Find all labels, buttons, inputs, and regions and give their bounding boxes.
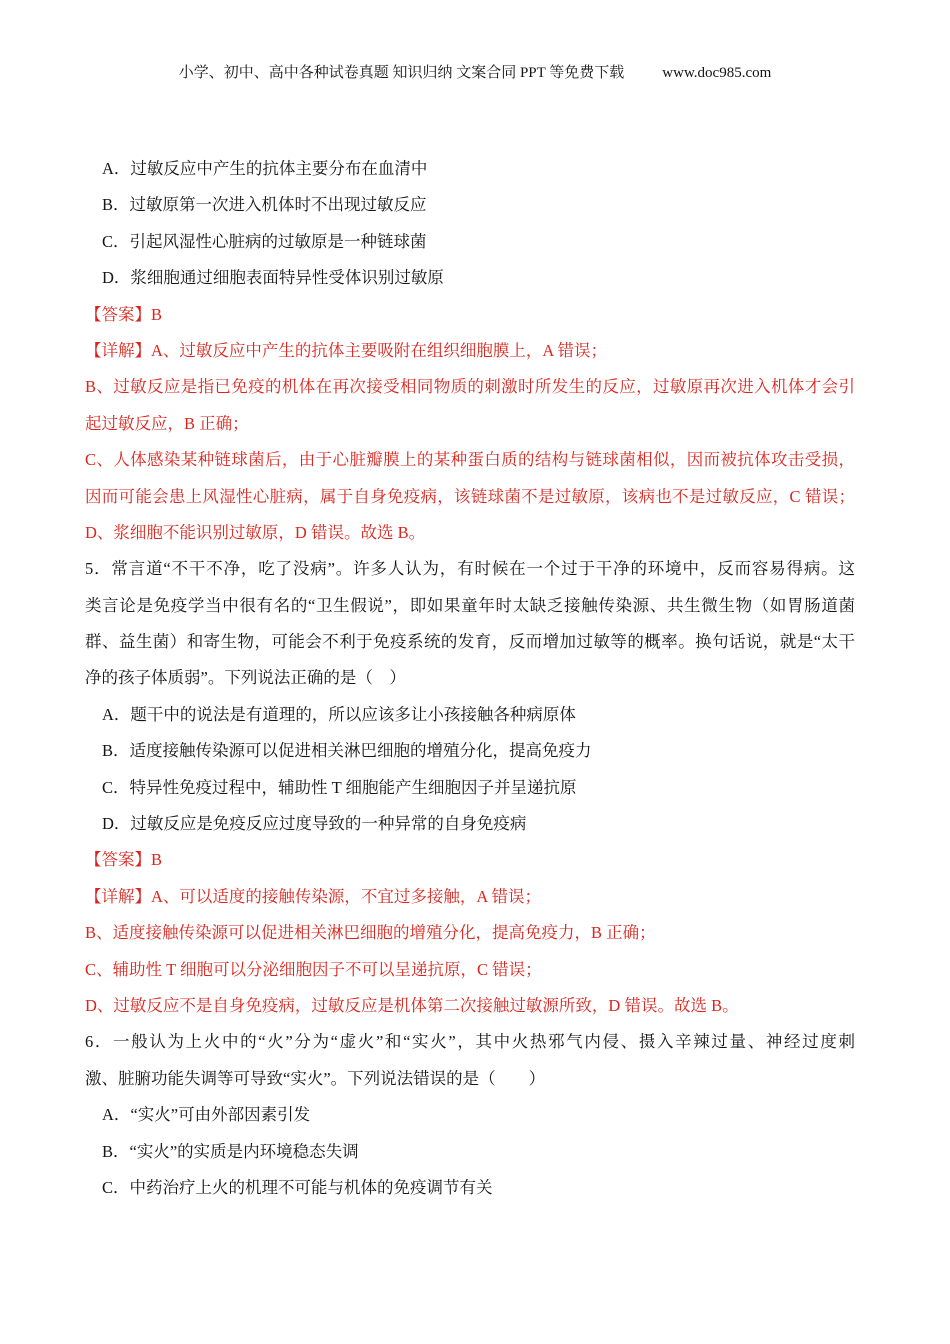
q4-explanation-line-4: C、人体感染某种链球菌后，由于心脏瓣膜上的某种蛋白质的结构与链球菌相似，因而被抗体攻击受损， <box>85 450 855 470</box>
q6-stem-line-2: 激、脏腑功能失调等可导致“实火”。下列说法错误的是（ ） <box>85 1068 546 1088</box>
q5-option-b: B．适度接触传染源可以促进相关淋巴细胞的增殖分化，提高免疫力 <box>102 741 592 761</box>
document-content <box>85 151 855 1206</box>
page-header <box>0 63 950 83</box>
q4-option-b: B．过敏原第一次进入机体时不出现过敏反应 <box>102 195 427 215</box>
header-title: 小学、初中、高中各种试卷真题 知识归纳 文案合同 PPT 等免费下载 <box>178 65 625 81</box>
q4-option-d: D．浆细胞通过细胞表面特异性受体识别过敏原 <box>102 268 444 288</box>
q5-explanation-line-4: D、过敏反应不是自身免疫病，过敏反应是机体第二次接触过敏源所致，D 错误。故选 B。 <box>85 995 739 1015</box>
q4-answer-line: 【答案】B <box>85 304 163 324</box>
q5-option-c: C．特异性免疫过程中，辅助性 T 细胞能产生细胞因子并呈递抗原 <box>102 777 577 797</box>
q5-explanation-line-3: C、辅助性 T 细胞可以分泌细胞因子不可以呈递抗原，C 错误； <box>85 959 542 979</box>
q5-option-a: A．题干中的说法是有道理的，所以应该多让小孩接触各种病原体 <box>102 704 576 724</box>
q5-stem-line-1: 5．常言道“不干不净，吃了没病”。许多人认为，有时候在一个过于干净的环境中，反而容易得病。这 <box>85 559 855 579</box>
q5-stem-line-4: 净的孩子体质弱”。下列说法正确的是（ ） <box>85 668 406 688</box>
q4-explanation-line-3: 起过敏反应，B 正确； <box>85 413 249 433</box>
q5-explanation-line-1: 【详解】A、可以适度的接触传染源，不宜过多接触，A 错误； <box>85 886 542 906</box>
q4-explanation-line-1: 【详解】A、过敏反应中产生的抗体主要吸附在组织细胞膜上，A 错误； <box>85 340 608 360</box>
q5-stem-line-3: 群、益生菌）和寄生物，可能会不利于免疫系统的发育，反而增加过敏等的概率。换句话说，就是“太干 <box>85 632 855 652</box>
q4-option-c: C．引起风湿性心脏病的过敏原是一种链球菌 <box>102 231 427 251</box>
q6-option-a: A．“实火”可由外部因素引发 <box>102 1105 311 1125</box>
header-url: www.doc985.com <box>662 65 772 81</box>
q6-stem-line-1: 6．一般认为上火中的“火”分为“虚火”和“实火”，其中火热邪气内侵、摄入辛辣过量、神经过度刺 <box>85 1032 855 1052</box>
q4-explanation-line-2: B、过敏反应是指已免疫的机体在再次接受相同物质的刺激时所发生的反应，过敏原再次进入机体才会引 <box>85 377 855 397</box>
q6-option-c: C．中药治疗上火的机理不可能与机体的免疫调节有关 <box>102 1177 493 1197</box>
q5-answer-line: 【答案】B <box>85 850 163 870</box>
q5-explanation-line-2: B、适度接触传染源可以促进相关淋巴细胞的增殖分化，提高免疫力，B 正确； <box>85 923 656 943</box>
q4-explanation-line-5: 因而可能会患上风湿性心脏病，属于自身免疫病，该链球菌不是过敏原，该病也不是过敏反应，C 错误； <box>85 486 855 506</box>
q5-option-d: D．过敏反应是免疫反应过度导致的一种异常的自身免疫病 <box>102 814 527 834</box>
q5-stem-line-2: 类言论是免疫学当中很有名的“卫生假说”，即如果童年时太缺乏接触传染源、共生微生物（如胃肠道菌 <box>85 595 855 615</box>
q4-explanation-line-6: D、浆细胞不能识别过敏原，D 错误。故选 B。 <box>85 522 426 542</box>
q6-option-b: B．“实火”的实质是内环境稳态失调 <box>102 1141 359 1161</box>
q4-option-a: A．过敏反应中产生的抗体主要分布在血清中 <box>102 159 428 178</box>
